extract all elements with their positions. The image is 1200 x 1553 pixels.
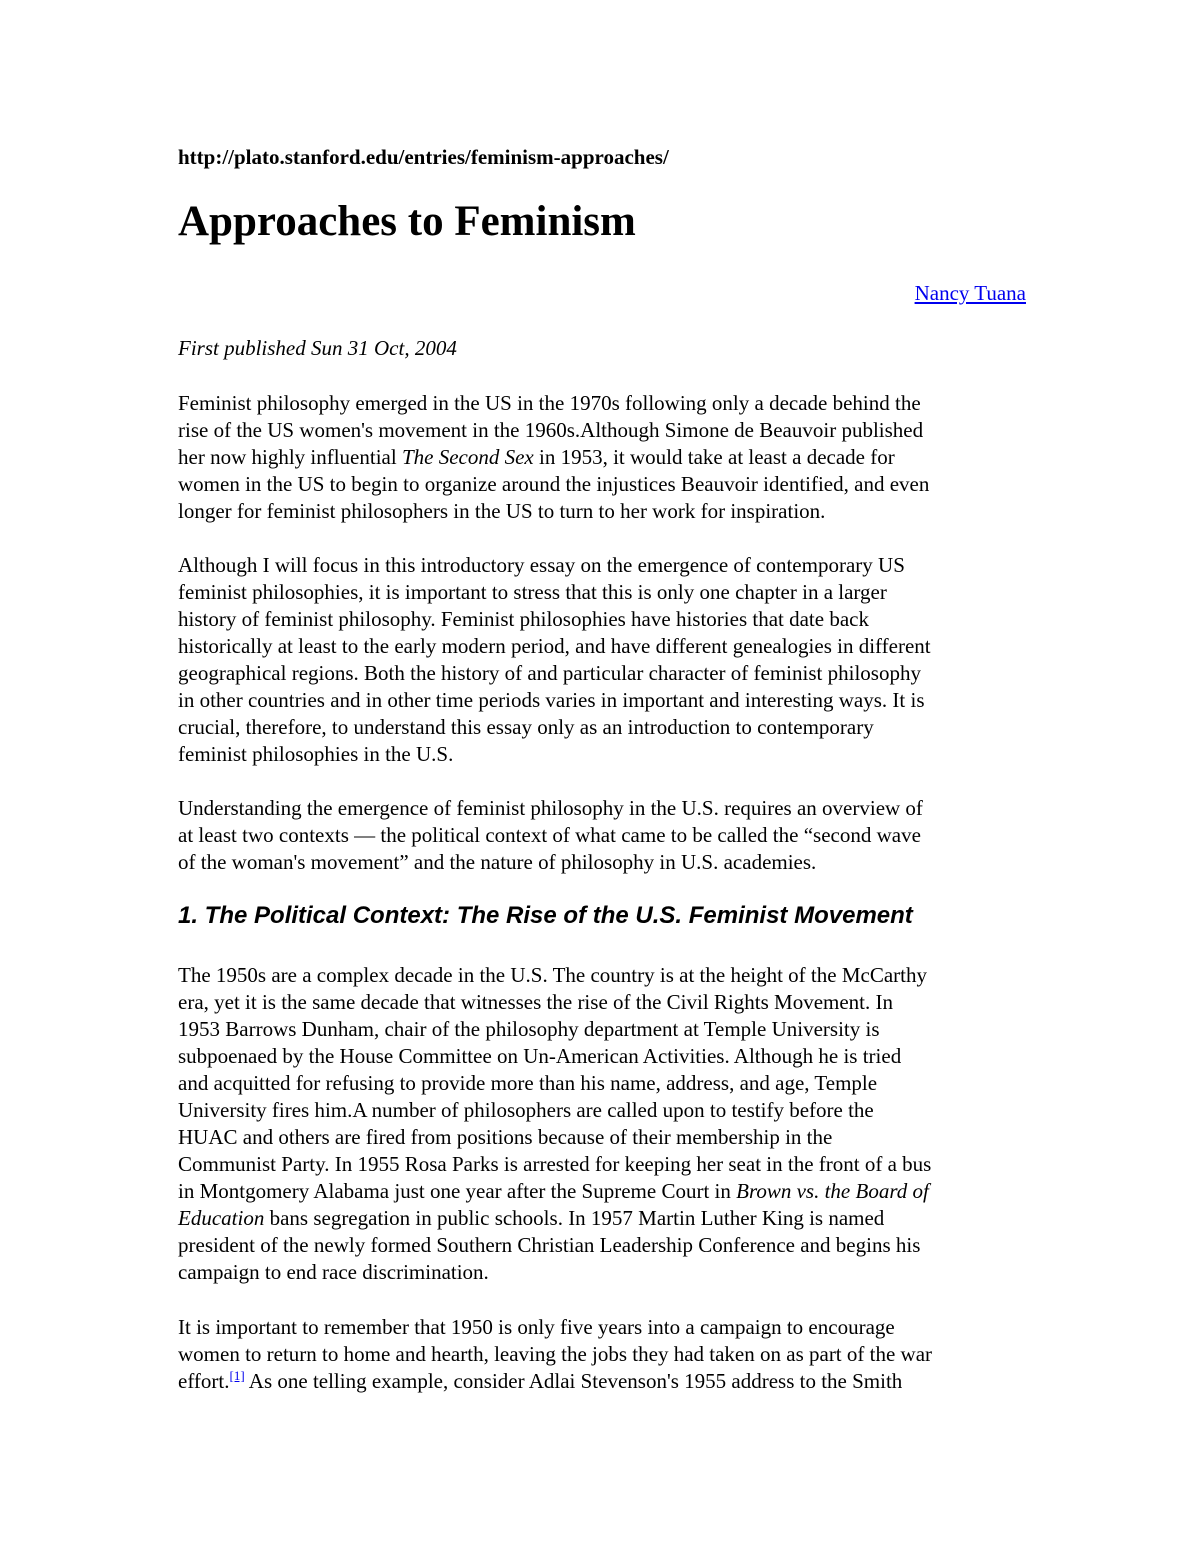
book-title: The Second Sex (401, 445, 534, 469)
paragraph-3 (178, 795, 1026, 876)
paragraph-5 (178, 1314, 1026, 1395)
text-line (178, 1368, 1026, 1395)
text-line: in other countries and in other time periods varies in important and interesting ways. It is (178, 688, 925, 712)
text-line (178, 444, 1026, 471)
footnote-link[interactable]: [1] (229, 1368, 245, 1383)
section-heading: 1. The Political Context: The Rise of the U.S. Feminist Movement (178, 902, 913, 929)
text-run: in 1953, it would take at least a decade for (533, 445, 895, 469)
text-line: 1953 Barrows Dunham, chair of the philosophy department at Temple University is (178, 1017, 880, 1041)
case-name: Brown vs. the Board of (736, 1179, 929, 1203)
text-line: Understanding the emergence of feminist philosophy in the U.S. requires an overview of (178, 796, 923, 820)
text-line (178, 1205, 1026, 1232)
text-line: feminist philosophies in the U.S. (178, 742, 454, 766)
text-line: of the woman's movement” and the nature of philosophy in U.S. academies. (178, 850, 817, 874)
text-line: longer for feminist philosophers in the US to turn to her work for inspiration. (178, 499, 826, 523)
text-line: and acquitted for refusing to provide more than his name, address, and age, Temple (178, 1071, 878, 1095)
text-line: geographical regions. Both the history of and particular character of feminist philosophy (178, 661, 921, 685)
text-line: Communist Party. In 1955 Rosa Parks is arrested for keeping her seat in the front of a bus (178, 1152, 932, 1176)
text-line: historically at least to the early modern period, and have different genealogies in different (178, 634, 931, 658)
text-line: president of the newly formed Southern Christian Leadership Conference and begins his (178, 1233, 921, 1257)
text-run: her now highly influential (178, 445, 402, 469)
text-line: rise of the US women's movement in the 1960s.Although Simone de Beauvoir published (178, 418, 924, 442)
paragraph-4 (178, 962, 1026, 1286)
text-line: The 1950s are a complex decade in the U.S. The country is at the height of the McCarthy (178, 963, 927, 987)
text-line: campaign to end race discrimination. (178, 1260, 489, 1284)
text-line: Although I will focus in this introductory essay on the emergence of contemporary US (178, 553, 905, 577)
text-line: subpoenaed by the House Committee on Un-American Activities. Although he is tried (178, 1044, 902, 1068)
text-line: feminist philosophies, it is important to stress that this is only one chapter in a larger (178, 580, 887, 604)
case-name: Education (178, 1206, 265, 1230)
text-run: bans segregation in public schools. In 1957 Martin Luther King is named (264, 1206, 885, 1230)
text-line: Feminist philosophy emerged in the US in the 1970s following only a decade behind the (178, 391, 921, 415)
text-line: women in the US to begin to organize around the injustices Beauvoir identified, and even (178, 472, 930, 496)
text-line: era, yet it is the same decade that witnesses the rise of the Civil Rights Movement. In (178, 990, 893, 1014)
publication-date: First published Sun 31 Oct, 2004 (178, 336, 457, 360)
text-line: women to return to home and hearth, leaving the jobs they had taken on as part of the war (178, 1342, 933, 1366)
text-line: crucial, therefore, to understand this essay only as an introduction to contemporary (178, 715, 874, 739)
source-url: http://plato.stanford.edu/entries/feminism-approaches/ (178, 145, 669, 169)
author-link[interactable]: Nancy Tuana (914, 281, 1026, 305)
paragraph-1 (178, 390, 1026, 525)
paragraph-2 (178, 552, 1026, 768)
text-line: University fires him.A number of philosophers are called upon to testify before the (178, 1098, 874, 1122)
text-line: at least two contexts — the political context of what came to be called the “second wave (178, 823, 921, 847)
text-run: effort. (178, 1369, 230, 1393)
page-title: Approaches to Feminism (178, 198, 636, 245)
text-run: As one telling example, consider Adlai Stevenson's 1955 address to the Smith (244, 1369, 903, 1393)
text-run: in Montgomery Alabama just one year after the Supreme Court in (178, 1179, 737, 1203)
text-line: It is important to remember that 1950 is only five years into a campaign to encourage (178, 1315, 895, 1339)
text-line: history of feminist philosophy. Feminist philosophies have histories that date back (178, 607, 869, 631)
text-line (178, 1178, 1026, 1205)
text-line: HUAC and others are fired from positions because of their membership in the (178, 1125, 833, 1149)
